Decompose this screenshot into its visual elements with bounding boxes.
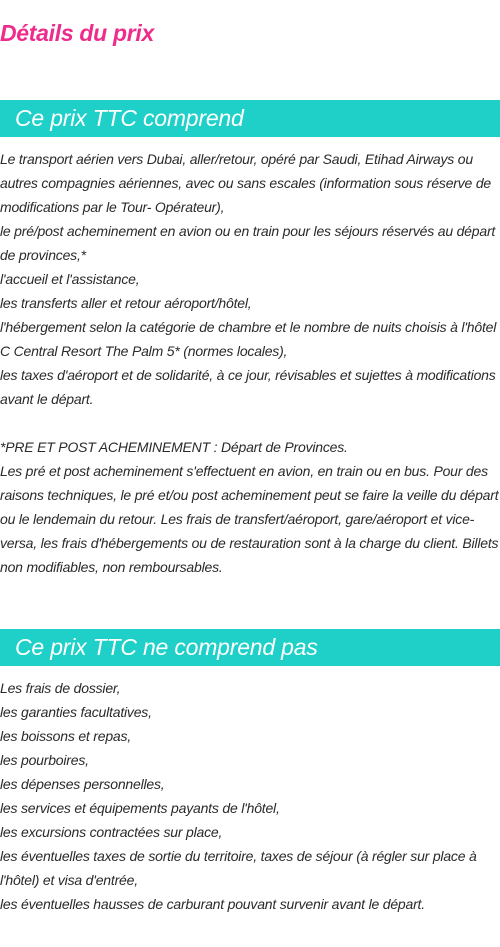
included-item: Le transport aérien vers Dubai, aller/retour, opéré par Saudi, Etihad Airways ou autres compagnies aériennes, avec ou sans escales (information sous réserve de modifications par le Tour- Opérateur), [0,151,492,215]
paragraph-spacer [0,411,500,435]
included-item: les taxes d'aéroport et de solidarité, à ce jour, révisables et sujettes à modifications avant le départ. [0,367,496,407]
included-item: l'accueil et l'assistance, [0,271,140,287]
excluded-item: les éventuelles taxes de sortie du territoire, taxes de séjour (à régler sur place à l'hôtel) et visa d'entrée, [0,848,477,888]
page-title: Détails du prix [0,20,154,46]
excluded-item: les excursions contractées sur place, [0,824,223,840]
excluded-item: les pourboires, [0,752,89,768]
transfer-note-title: *PRE ET POST ACHEMINEMENT : Départ de Provinces. [0,439,348,455]
included-item: les transferts aller et retour aéroport/hôtel, [0,295,252,311]
excluded-item: Les frais de dossier, [0,680,121,696]
included-item: le pré/post acheminement en avion ou en train pour les séjours réservés au départ de provinces,* [0,223,496,263]
excluded-item: les boissons et repas, [0,728,132,744]
included-item: l'hébergement selon la catégorie de chambre et le nombre de nuits choisis à l'hôtel C Central Resort The Palm 5* (normes locales), [0,319,497,359]
excluded-item: les garanties facultatives, [0,704,152,720]
excluded-heading: Ce prix TTC ne comprend pas [0,629,500,666]
included-section [0,147,500,579]
excluded-item: les dépenses personnelles, [0,776,165,792]
excluded-item: les éventuelles hausses de carburant pouvant survenir avant le départ. [0,896,425,912]
excluded-section [0,676,500,916]
transfer-note-text: Les pré et post acheminement s'effectuent en avion, en train ou en bus. Pour des raisons techniques, le pré et/ou post acheminement peut se faire la veille du départ ou le lendemain du retour. Les frais de transfert/aéroport, gare/aéroport et vice-versa, les frais d'hébergements ou de restauration sont à la charge du client. Billets non modifiables, non remboursables. [0,463,499,575]
included-heading: Ce prix TTC comprend [0,100,500,137]
excluded-item: les services et équipements payants de l'hôtel, [0,800,280,816]
